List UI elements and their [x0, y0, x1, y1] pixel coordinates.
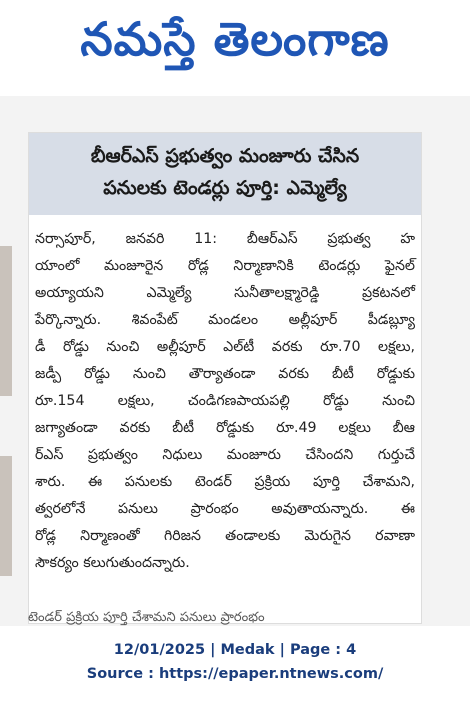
- adjacent-photo-strip-lower: [0, 456, 12, 576]
- body-line: డీ రోడ్డు నుంచి అల్లీపూర్‌ ఎల్‌టీ వరకు రూ.70 లక్షలు,: [35, 339, 415, 355]
- newspaper-logo: నమస్తే తెలంగాణ: [80, 12, 390, 66]
- adjacent-photo-strip: [0, 246, 12, 396]
- body-line: రోడ్ల నిర్మాణంతో గిరిజన తండాలకు మెరుగైన రవాణా: [35, 528, 415, 544]
- masthead: [0, 0, 470, 96]
- body-line: జగ్యాతండా వరకు బీటీ రోడ్డుకు రూ.49 లక్షలు బీఆ: [35, 420, 415, 436]
- source-link[interactable]: Source : https://epaper.ntnews.com/: [86, 666, 384, 682]
- body-line: నర్సాపూర్‌, జనవరి 11: బీఆర్‌ఎస్‌ ప్రభుత్వ హ: [35, 231, 415, 247]
- body-line: పేర్కొన్నారు. శివంపేట్‌ మండలం అల్లీపూర్‌ పీడబ్ల్యూ: [35, 312, 415, 328]
- body-line: సౌకర్యం కలుగుతుందన్నారు.: [35, 555, 190, 571]
- headline-line-2: పనులకు టెండర్లు పూర్తి: ఎమ్మెల్యే: [103, 177, 347, 199]
- next-article-partial-text: టెండర్‌ ప్రక్రియ పూర్తి చేశామని పనులు ప్రారంభం: [28, 610, 265, 625]
- body-line: జడ్పీ రోడ్డు నుంచి తౌర్యాతండా వరకు బీటీ రోడ్డుకు: [35, 366, 415, 382]
- body-line: అయ్యాయని ఎమ్మెల్యే సునీతాలక్ష్మారెడ్డి ప్రకటనలో: [35, 285, 415, 301]
- body-line: త్వరలోనే పనులు ప్రారంభం అవుతాయన్నారు. ఈ: [35, 501, 415, 517]
- date-edition-page: 12/01/2025 | Medak | Page : 4: [113, 642, 357, 658]
- footer: [0, 626, 470, 704]
- clipping-area: [0, 96, 470, 626]
- body-line: శారు. ఈ పనులకు టెండర్‌ ప్రక్రియ పూర్తి చేశామని,: [35, 474, 415, 490]
- body-line: ర్‌ఎస్‌ ప్రభుత్వం నిధులు మంజూరు చేసిందని గుర్తుచే: [35, 447, 415, 463]
- body-line: యాంలో మంజూరైన రోడ్ల నిర్మాణానికి టెండర్లు ఫైనల్‌: [35, 258, 415, 274]
- body-line: రూ.154 లక్షలు, చండిగణపాయపల్లి రోడ్డు నుంచి: [35, 393, 415, 409]
- news-article: [28, 132, 422, 624]
- headline-box: [29, 133, 421, 215]
- headline-line-1: బీఆర్‌ఎస్‌ ప్రభుత్వం మంజూరు చేసిన: [90, 145, 360, 167]
